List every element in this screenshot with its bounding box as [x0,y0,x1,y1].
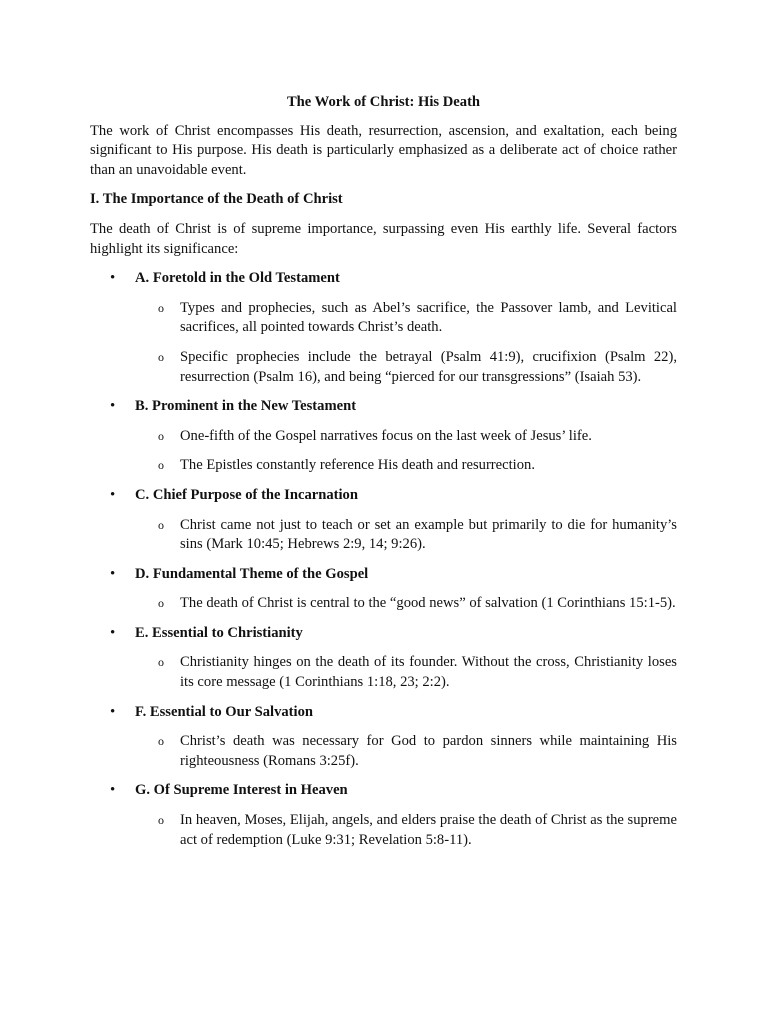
circle-bullet-icon: o [158,300,164,315]
point-heading: F. Essential to Our Salvation [135,703,313,720]
points-list [90,269,677,850]
subpoint-item [135,653,677,692]
point-heading: G. Of Supreme Interest in Heaven [135,782,348,799]
circle-bullet-icon: o [158,517,164,532]
subpoint-text: The death of Christ is central to the “good news” of salvation (1 Corinthians 15:1-5). [180,595,676,612]
subpoint-list [135,653,677,692]
point-heading: E. Essential to Christianity [135,624,303,641]
subpoint-text: Types and prophecies, such as Abel’s sacrifice, the Passover lamb, and Levitical sacrifices, all pointed towards Christ’s death. [180,299,677,336]
list-item [90,397,677,476]
circle-bullet-icon: o [158,458,164,473]
list-item [90,703,677,772]
subpoint-item [135,427,677,447]
bullet-icon: • [110,486,116,503]
section-heading: I. The Importance of the Death of Christ [90,191,343,208]
bullet-icon: • [110,565,116,582]
list-item [90,781,677,850]
list-item [90,269,677,387]
bullet-icon: • [110,782,116,799]
point-heading: B. Prominent in the New Testament [135,398,357,415]
list-item [90,486,677,555]
subpoint-text: In heaven, Moses, Elijah, angels, and elders praise the death of Christ as the supreme act of redemption (Luke 9:31; Revelation 5:8-11). [180,812,677,848]
document-page [90,93,677,860]
subpoint-item [135,348,677,387]
subpoint-list [135,299,677,387]
subpoint-list [135,427,677,476]
list-item [90,624,677,693]
subpoint-text: One-fifth of the Gospel narratives focus on the last week of Jesus’ life. [180,427,592,444]
subpoint-text: Christ’s death was necessary for God to pardon sinners while maintaining His righteousness (Romans 3:25f). [180,733,677,769]
circle-bullet-icon: o [158,349,164,364]
subpoint-item [135,516,677,555]
subpoint-text: Christianity hinges on the death of its founder. Without the cross, Christianity loses its core message (1 Corinthians 1:18, 23; 2:2). [180,654,677,691]
bullet-icon: • [110,624,116,641]
list-item [90,565,677,614]
bullet-icon: • [110,703,116,720]
subpoint-list [135,594,677,614]
bullet-icon: • [110,270,116,287]
subpoint-item [135,456,677,476]
bullet-icon: • [110,398,116,415]
intro-paragraph: The work of Christ encompasses His death, resurrection, ascension, and exaltation, each being significant to His purpose. His death is particularly emphasized as a deliberate act of choice rather than an unavoidable event. [90,122,677,178]
circle-bullet-icon: o [158,596,164,611]
subpoint-text: The Epistles constantly reference His death and resurrection. [180,457,535,474]
subpoint-list [135,732,677,771]
subpoint-text: Christ came not just to teach or set an example but primarily to die for humanity’s sins (Mark 10:45; Hebrews 2:9, 14; 9:26). [180,516,677,553]
circle-bullet-icon: o [158,428,164,443]
point-heading: C. Chief Purpose of the Incarnation [135,486,358,503]
document-title: The Work of Christ: His Death [286,94,481,110]
subpoint-list [135,516,677,555]
subpoint-item [135,811,677,850]
subpoint-item [135,732,677,771]
circle-bullet-icon: o [158,734,164,749]
subpoint-item [135,594,677,614]
subpoint-text: Specific prophecies include the betrayal (Psalm 41:9), crucifixion (Psalm 22), resurrection (Psalm 16), and being “pierced for our transgressions” (Isaiah 53). [180,348,677,385]
section-intro-paragraph: The death of Christ is of supreme importance, surpassing even His earthly life. Several factors highlight its significance: [90,220,677,257]
circle-bullet-icon: o [158,655,164,670]
subpoint-item [135,299,677,338]
subpoint-list [135,811,677,850]
circle-bullet-icon: o [158,813,164,828]
point-heading: D. Fundamental Theme of the Gospel [135,565,369,582]
point-heading: A. Foretold in the Old Testament [135,270,340,287]
